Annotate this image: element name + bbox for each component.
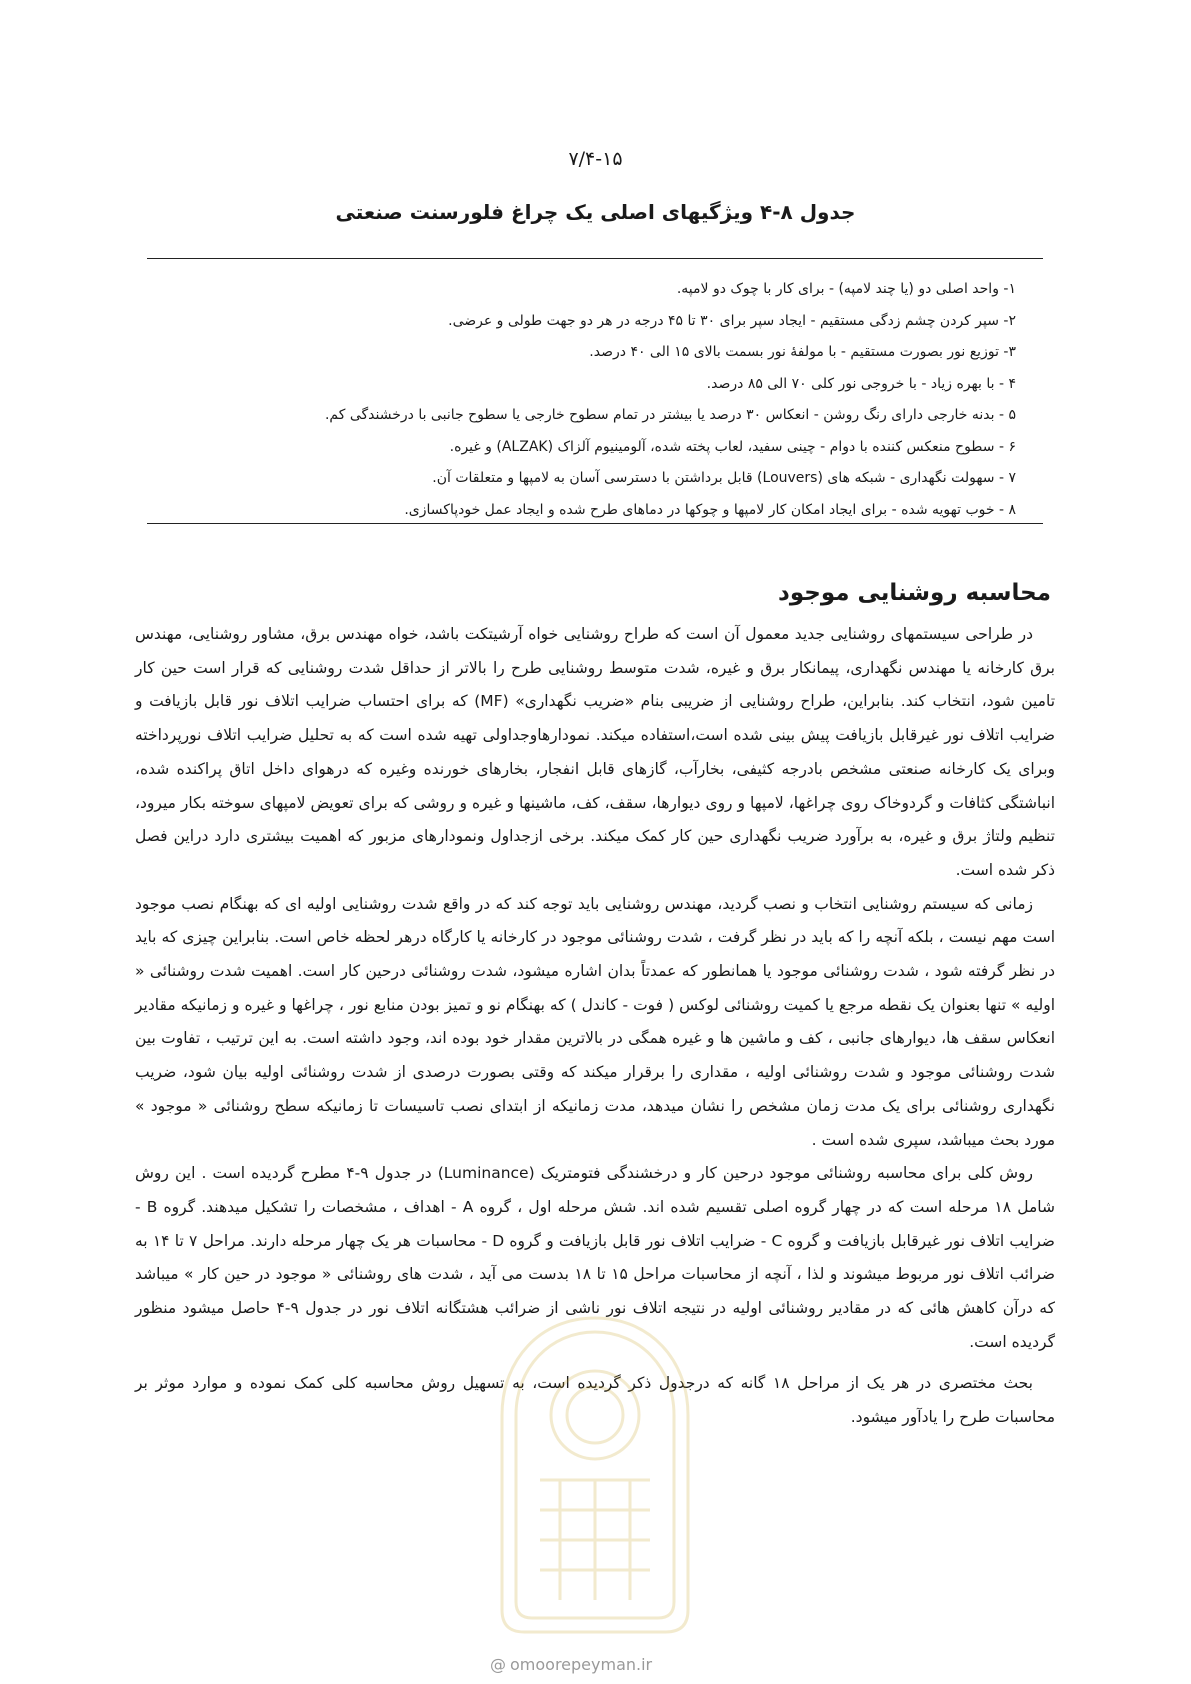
paragraph: بحث مختصری در هر یک از مراحل ۱۸ گانه که درجدول ذکر گردیده است، به تسهیل روش محاسبه کلی کمک نموده و موارد موثر بر محاسبات طرح را یادآور میشود. (135, 1374, 1055, 1427)
list-item: ۷ - سهولت نگهداری - شبکه های (Louvers) قابل برداشتن با دسترسی آسان به لامپها و متعلقات آن. (432, 470, 1016, 486)
at-sign-icon: @ (490, 1655, 506, 1674)
table-bottom-rule (147, 523, 1043, 524)
list-item: ۱- واحد اصلی دو (یا چند لامپه) - برای کار با چوک دو لامپه. (676, 281, 1016, 297)
list-item: ۸ - خوب تهویه شده - برای ایجاد امکان کار لامپها و چوکها در دماهای طرح شده و ایجاد عمل خودپاکسازی. (404, 501, 1016, 518)
paragraph: در طراحی سیستمهای روشنایی جدید معمول آن است که طراح روشنایی خواه آرشیتکت باشد، خواه مهندس برق، مشاور روشنایی، مهندس برق کارخانه یا مهندس نگهداری، پیمانکار برق و غیره، شدت متوسط روشنایی طرح را بالاتر از حداقل شدت روشنایی که قرار است حین کار تامین شود، انتخاب کند. بنابراین، طراح روشنایی از ضریبی بنام «ضریب نگهداری» (MF) که برای احتساب ضرایب اتلاف نور قابل بازیافت و ضرایب اتلاف نور غیرقابل بازیافت پیش بینی شده است،استفاده میکند. نمودارهاوجداولی تهیه شده است که به تحلیل ضرایب اتلاف نورپرداخته وبرای یک کارخانه صنعتی مشخص بادرجه کثیفی، بخارآب، گازهای قابل انفجار، بخارهای خورنده وغیره که درهوای داخل اتاق پراکنده شده، انباشتگی کثافات و گردوخاک روی چراغها، لامپها و روی دیوارها، سقف، کف، ماشینها و غیره و روشی که برای تعویض لامپهای سوخته بکار میرود، تنظیم ولتاژ برق و غیره، به برآورد ضریب نگهداری حین کار کمک میکند. برخی ازجداول ونمودارهای مزبور که اهمیت بیشتری دارد دراین فصل ذکر شده است. (135, 625, 1056, 879)
list-item: ۳- توزیع نور بصورت مستقیم - با مولفهٔ نور بسمت بالای ۱۵ الی ۴۰ درصد. (589, 344, 1016, 360)
watermark-text: omoorepeyman.ir (510, 1655, 653, 1674)
table-top-rule (147, 258, 1043, 259)
paragraph: زمانی که سیستم روشنایی انتخاب و نصب گردید، مهندس روشنایی باید توجه کند که در واقع شدت روشنایی اولیه ای که بهنگام نصب موجود است مهم نیست ، بلکه آنچه را که باید در نظر گرفت ، شدت روشنائی موجود در کارخانه یا کارگاه درهر لحظه خاص است. بنابراین چیزی که باید در نظر گرفته شود ، شدت روشنائی موجود یا همانطور که عمدتاً بدان اشاره میشود، شدت روشنائی درحین کار است. اهمیت شدت روشنائی « اولیه » تنها بعنوان یک نقطه مرجع یا کمیت روشنائی لوکس ( فوت - کاندل ) که بهنگام نو و تمیز بودن منابع نور ، چراغها و غیره و زمانیکه مقادیر انعکاس سقف ها، دیوارهای جانبی ، کف و ماشین ها و غیره همگی در بالاترین مقدار خود بوده اند، وجود داشته است. به این ترتیب ، تفاوت بین شدت روشنائی موجود و شدت روشنائی اولیه ، مقداری را برقرار میکند که وقتی بصورت درصدی از شدت روشنائی اولیه بیان شود، ضریب نگهداری روشنائی برای یک مدت زمان مشخص را نشان میدهد، مدت زمانیکه از ابتدای نصب تاسیسات تا زمانیکه سطح روشنائی « موجود » مورد بحث میباشد، سپری شده است . (135, 894, 1055, 1149)
watermark (490, 1655, 652, 1674)
list-item: ۴ - با بهره زیاد - با خروجی نور کلی ۷۰ الی ۸۵ درصد. (706, 375, 1016, 392)
list-item: ۶ - سطوح منعکس کننده با دوام - چینی سفید، لعاب پخته شده، آلومینیوم آلزاک (ALZAK) و غیره. (449, 438, 1016, 455)
paragraph: روش کلی برای محاسبه روشنائی موجود درحین کار و درخشندگی فتومتریک (Luminance) در جدول ۹-۴ مطرح گردیده است . این روش شامل ۱۸ مرحله است که در چهار گروه اصلی تقسیم شده اند. شش مرحله اول ، گروه A - اهداف ، مشخصات را تشکیل میدهند. گروه B - ضرایب اتلاف نور غیرقابل بازیافت و گروه C - ضرایب اتلاف نور قابل بازیافت و گروه D - محاسبات هر یک چهار مرحله دارند. مراحل ۷ تا ۱۴ به ضرائب اتلاف نور مربوط میشوند و لذا ، آنچه از محاسبات مراحل ۱۵ تا ۱۸ بدست می آید ، شدت های روشنائی « موجود در حین کار » میباشد که درآن کاهش هائی که در مقادیر روشنائی اولیه در نتیجه اتلاف نور ناشی از ضرائب هشتگانه اتلاف نور در جدول ۹-۴ حاصل میشود منظور گردیده است. (135, 1164, 1055, 1351)
publisher-seal-logo (490, 1310, 700, 1640)
table-caption: جدول ۸-۴ ویژگیهای اصلی یک چراغ فلورسنت صنعتی (335, 200, 856, 224)
section-title: محاسبه روشنایی موجود (778, 580, 1051, 606)
feature-list (170, 274, 1016, 526)
list-item: ۲- سپر کردن چشم زدگی مستقیم - ایجاد سپر برای ۳۰ تا ۴۵ درجه در هر دو جهت طولی و عرضی. (448, 312, 1016, 329)
list-item: ۵ - بدنه خارجی دارای رنگ روشن - انعکاس ۳۰ درصد یا بیشتر در تمام سطوح خارجی یا سطوح جانبی با درخشندگی کم. (324, 407, 1016, 423)
page-number: ۷/۴-۱۵ (568, 148, 623, 170)
